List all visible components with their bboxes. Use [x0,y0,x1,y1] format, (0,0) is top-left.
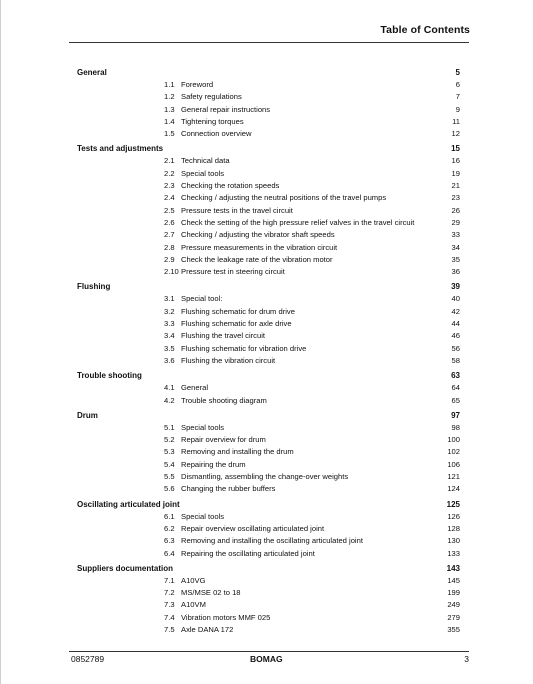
toc-section[interactable] [77,560,460,575]
toc-entry-title: Flushing schematic for drum drive [181,306,295,316]
toc-entry-title: Trouble shooting diagram [181,395,267,405]
page-edge [0,0,1,684]
toc-entry-title: Special tools [181,422,225,432]
toc-entry-num: 5.5 [164,472,175,482]
toc-entry-num: 6.2 [164,523,175,533]
toc-section-title: Oscillating articulated joint [77,499,180,509]
toc-entry-title: Changing the rubber buffers [181,484,276,494]
toc-entry-num: 3.1 [164,294,175,304]
toc-entry-num: 1.3 [164,104,175,114]
toc-entry[interactable] [77,483,460,495]
toc-entry-page: 6 [455,80,460,89]
toc-entry-page: 46 [451,331,460,341]
toc-entry-title: Checking the rotation speeds [181,181,280,191]
toc-entry[interactable] [77,599,460,611]
toc-entry[interactable] [77,192,460,204]
toc-entry-title: A10VG [181,575,206,585]
toc-entry-page: 64 [451,383,460,393]
toc-section[interactable] [77,496,460,511]
toc-entry-title: Check the setting of the high pressure relief valves in the travel circuit [181,217,415,227]
toc-entry-num: 5.4 [164,459,175,469]
toc-entry-page: 12 [451,129,460,139]
toc-entry-page: 36 [451,267,460,277]
toc-entry-num: 5.2 [164,435,175,445]
toc-section-title: Suppliers documentation [77,563,174,573]
toc-entry-page: 100 [447,435,460,445]
toc-entry[interactable] [77,434,460,446]
toc-entry[interactable] [77,395,460,407]
toc-entry-page: 106 [447,459,460,469]
toc-entry-page: 355 [447,624,460,634]
toc-entry-title: Repair overview oscillating articulated joint [181,523,325,533]
toc-entry[interactable] [77,155,460,167]
toc-entry-page: 23 [451,193,460,203]
toc-entry-page: 7 [455,92,460,102]
toc-entry[interactable] [77,180,460,192]
toc-entry[interactable] [77,523,460,535]
toc-entry[interactable] [77,242,460,254]
toc-entry-page: 121 [447,472,460,482]
toc-entry-title: Flushing schematic for axle drive [181,319,292,329]
toc-entry-page: 33 [451,230,460,240]
toc-entry[interactable] [77,116,460,128]
toc-entry[interactable] [77,624,460,636]
toc-entry[interactable] [77,205,460,217]
toc-entry-num: 3.2 [164,306,175,316]
toc-entry-num: 2.10 [164,267,179,277]
toc-section-page: 143 [446,563,460,573]
toc-entry-num: 7.5 [164,624,175,634]
toc-entry[interactable] [77,612,460,624]
toc-entry-num: 4.2 [164,395,175,405]
toc-entry-page: 124 [447,484,460,494]
toc-entry[interactable] [77,318,460,330]
toc-entry-num: 1.1 [164,80,175,89]
toc-entry-title: Flushing the vibration circuit [181,355,276,365]
toc-entry-num: 2.7 [164,230,175,240]
toc-entry-num: 2.6 [164,217,175,227]
toc-entry-page: 130 [447,536,460,546]
toc-entry-page: 42 [451,306,460,316]
toc-entry[interactable] [77,254,460,266]
toc-entry[interactable] [77,459,460,471]
toc-section-page: 97 [451,410,460,420]
toc-entry-page: 279 [447,612,460,622]
toc-entry-title: Removing and installing the oscillating articulated joint [181,536,363,546]
toc-entry-num: 1.5 [164,129,175,139]
toc-entry[interactable] [77,382,460,394]
toc-entry-num: 7.1 [164,575,175,585]
toc-entry-page: 35 [451,254,460,264]
footer-rule [69,651,469,652]
toc-entry-page: 29 [451,217,460,227]
toc-section-page: 15 [451,144,460,154]
toc-entry[interactable] [77,79,460,91]
toc-entry-page: 19 [451,168,460,178]
toc-entry[interactable] [77,511,460,523]
toc-entry-num: 2.1 [164,156,175,166]
toc-entry-title: General [181,383,209,393]
toc-entry-title: MS/MSE 02 to 18 [181,588,241,598]
toc-entry-num: 6.1 [164,511,175,521]
toc-entry-title: Dismantling, assembling the change-over weights [181,472,349,482]
page-number: 3 [464,654,469,664]
toc-entry[interactable] [77,575,460,587]
toc-entry-title: Flushing the travel circuit [181,331,265,341]
toc-section-page: 5 [455,68,460,77]
brand-name: BOMAG [250,654,283,664]
toc-entry-num: 2.8 [164,242,175,252]
toc-entry-title: Special tool: [181,294,223,304]
toc-entry-num: 6.4 [164,548,175,558]
page-title: Table of Contents [380,24,470,36]
toc-section-page: 125 [446,499,460,509]
toc-entry[interactable] [77,343,460,355]
toc-entry-num: 6.3 [164,536,175,546]
toc-entry-title: Repair overview for drum [181,435,266,445]
document-number: 0852789 [71,654,105,664]
toc-entry-num: 5.3 [164,447,175,457]
toc-section-title: Trouble shooting [77,371,142,381]
toc-entry-num: 3.3 [164,319,175,329]
toc-entry-num: 2.4 [164,193,175,203]
toc-entry-title: Checking / adjusting the vibrator shaft speeds [181,230,335,240]
toc-entry-title: Pressure tests in the travel circuit [181,205,293,215]
toc-section[interactable] [77,278,460,293]
toc-entry[interactable] [77,471,460,483]
toc-section[interactable] [77,367,460,382]
toc-entry-num: 2.3 [164,181,175,191]
toc-entry-page: 26 [451,205,460,215]
toc-entry-num: 3.6 [164,355,175,365]
toc-entry[interactable] [77,587,460,599]
toc-entry-page: 58 [451,355,460,365]
toc-section-title: General [77,68,107,77]
toc-section-title: Flushing [77,282,111,292]
header-rule [69,42,469,43]
toc-entry-page: 126 [447,511,460,521]
toc-entry-page: 44 [451,319,460,329]
toc-entry-title: Checking / adjusting the neutral positions of the travel pumps [181,193,387,203]
toc-entry-title: Pressure measurements in the vibration circuit [181,242,338,252]
toc-entry-page: 9 [455,104,460,114]
toc-entry-page: 102 [447,447,460,457]
toc-entry[interactable] [77,306,460,318]
toc-entry-num: 7.4 [164,612,175,622]
toc-entry[interactable] [77,91,460,103]
toc-entry[interactable] [77,168,460,180]
toc-entry[interactable] [77,330,460,342]
toc-entry-page: 34 [451,242,460,252]
toc-section[interactable] [77,64,460,79]
toc-entry-page: 98 [451,422,460,432]
toc-entry-title: General repair instructions [181,104,271,114]
toc-entry-title: Foreword [181,80,214,89]
toc-entry-title: Special tools [181,168,225,178]
toc-entry[interactable] [77,446,460,458]
toc-entry[interactable] [77,548,460,560]
toc-entry-page: 56 [451,343,460,353]
toc-entry-num: 2.5 [164,205,175,215]
toc-entry-page: 145 [447,575,460,585]
toc-entry-num: 5.6 [164,484,175,494]
toc-entry-page: 11 [452,116,460,126]
toc-entry-page: 199 [447,588,460,598]
toc-entry[interactable] [77,217,460,229]
toc-entry[interactable] [77,422,460,434]
toc-entry-num: 7.2 [164,588,175,598]
toc-entry-title: Special tools [181,511,225,521]
toc-entry-page: 21 [451,181,460,191]
toc-section[interactable] [77,140,460,155]
toc-entry-num: 2.2 [164,168,175,178]
toc-entry-title: Technical data [181,156,230,166]
table-of-contents [77,64,460,636]
toc-entry-title: Axle DANA 172 [181,624,234,634]
toc-entry-title: Repairing the drum [181,459,246,469]
toc-entry-title: Connection overview [181,129,252,139]
toc-section-page: 63 [451,371,460,381]
toc-entry-title: Safety regulations [181,92,242,102]
toc-entry[interactable] [77,266,460,278]
toc-entry-num: 1.2 [164,92,175,102]
toc-entry-page: 65 [451,395,460,405]
toc-entry-title: Vibration motors MMF 025 [181,612,271,622]
toc-entry-num: 5.1 [164,422,175,432]
toc-entry-num: 1.4 [164,116,175,126]
toc-entry-page: 249 [447,600,460,610]
toc-entry-title: Pressure test in steering circuit [181,267,285,277]
toc-entry-page: 16 [451,156,460,166]
toc-entry-num: 3.4 [164,331,175,341]
toc-entry-title: Flushing schematic for vibration drive [181,343,307,353]
toc-entry-title: Check the leakage rate of the vibration motor [181,254,333,264]
toc-entry[interactable] [77,355,460,367]
toc-entry-page: 133 [447,548,460,558]
toc-entry-num: 3.5 [164,343,175,353]
toc-entry[interactable] [77,128,460,140]
toc-entry-num: 4.1 [164,383,175,393]
toc-section[interactable] [77,407,460,422]
toc-entry-page: 128 [447,523,460,533]
toc-entry-title: A10VM [181,600,206,610]
toc-entry-num: 7.3 [164,600,175,610]
toc-entry-title: Removing and installing the drum [181,447,294,457]
toc-entry-title: Repairing the oscillating articulated joint [181,548,315,558]
toc-section-page: 39 [451,282,460,292]
toc-entry-page: 40 [451,294,460,304]
toc-entry[interactable] [77,293,460,305]
toc-section-title: Tests and adjustments [77,144,164,154]
toc-entry[interactable] [77,104,460,116]
toc-entry-num: 2.9 [164,254,175,264]
toc-entry[interactable] [77,535,460,547]
toc-entry[interactable] [77,229,460,241]
toc-section-title: Drum [77,410,98,420]
toc-entry-title: Tightening torques [181,116,244,126]
